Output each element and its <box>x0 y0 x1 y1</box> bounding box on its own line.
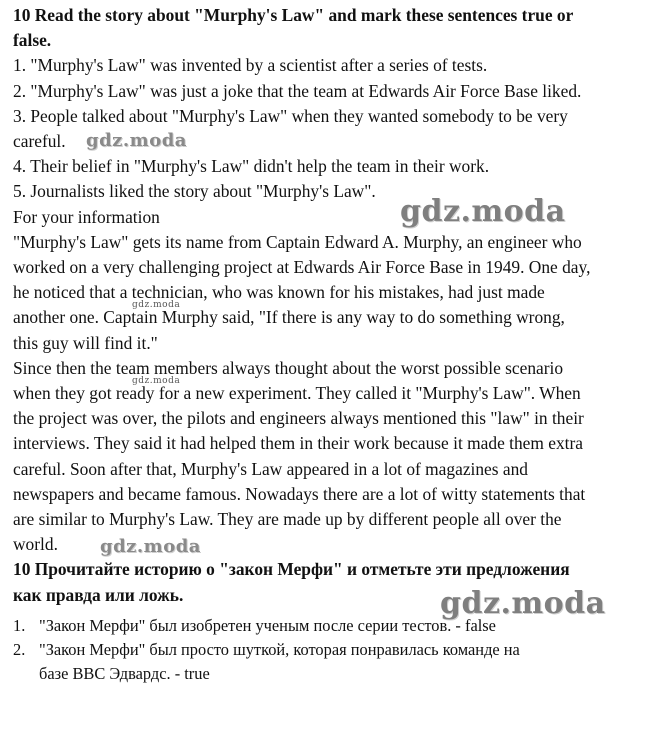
statement-5: 5. Journalists liked the story about "Murphy's Law". <box>13 181 376 202</box>
exercise-title-ru-cont: как правда или ложь. <box>13 584 184 605</box>
story-line: when they got ready for a new experiment. They called it "Murphy's Law". When <box>13 383 581 404</box>
story-line: newspapers and became famous. Nowadays there are a lot of witty statements that <box>13 483 586 504</box>
watermark-logo-small: gdz.moda <box>132 300 181 310</box>
story-line: another one. Captain Murphy said, "If there is any way to do something wrong, <box>13 307 565 328</box>
watermark-logo: gdz.moda <box>86 130 187 151</box>
story-line: careful. Soon after that, Murphy's Law appeared in a lot of magazines and <box>13 458 529 479</box>
story-line: Since then the team members always thought about the worst possible scenario <box>13 357 564 378</box>
exercise-title-en-cont: false. <box>13 30 52 51</box>
story-line: "Murphy's Law" gets its name from Captain Edward A. Murphy, an engineer who <box>13 231 582 252</box>
story-line: worked on a very challenging project at Edwards Air Force Base in 1949. One day, <box>13 257 591 278</box>
story-line: interviews. They said it had helped them in their work because it made them extra <box>13 433 584 454</box>
statement-3-cont: careful. <box>13 131 66 152</box>
watermark-logo: gdz.moda <box>400 194 566 229</box>
answer-number: 1. <box>13 615 26 635</box>
exercise-title-en: 10 Read the story about "Murphy's Law" and mark these sentences true or <box>13 5 574 25</box>
statement-1: 1. "Murphy's Law" was invented by a scientist after a series of tests. <box>13 55 488 76</box>
story-line: world. <box>13 534 58 555</box>
answer-number: 2. <box>13 639 26 659</box>
statement-2: 2. "Murphy's Law" was just a joke that the team at Edwards Air Force Base liked. <box>13 80 582 101</box>
story-line: are similar to Murphy's Law. They are made up by different people all over the <box>13 509 562 530</box>
answer-item-cont <box>13 662 653 686</box>
answer-text: "Закон Мерфи" был просто шуткой, которая понравилась команде на <box>39 639 520 659</box>
statement-3: 3. People talked about "Murphy's Law" when they wanted somebody to be very <box>13 105 568 126</box>
answer-text: "Закон Мерфи" был изобретен ученым после серии тестов. - false <box>39 615 496 635</box>
document-page <box>13 3 653 686</box>
answer-list <box>13 614 653 686</box>
exercise-title-ru: 10 Прочитайте историю о "закон Мерфи" и отметьте эти предложения <box>13 559 570 580</box>
answer-text: базе ВВС Эдвардс. - true <box>39 663 210 683</box>
story-line: the project was over, the pilots and engineers always mentioned this "law" in their <box>13 408 584 429</box>
info-heading: For your information <box>13 206 160 227</box>
watermark-logo: gdz.moda <box>440 586 606 621</box>
story-line: he noticed that a technician, who was known for his mistakes, had just made <box>13 282 545 303</box>
story-line: this guy will find it." <box>13 332 158 353</box>
statement-4: 4. Their belief in "Murphy's Law" didn't help the team in their work. <box>13 156 490 177</box>
watermark-logo-small: gdz.moda <box>132 376 181 386</box>
watermark-logo: gdz.moda <box>100 536 201 557</box>
answer-item <box>13 638 653 662</box>
